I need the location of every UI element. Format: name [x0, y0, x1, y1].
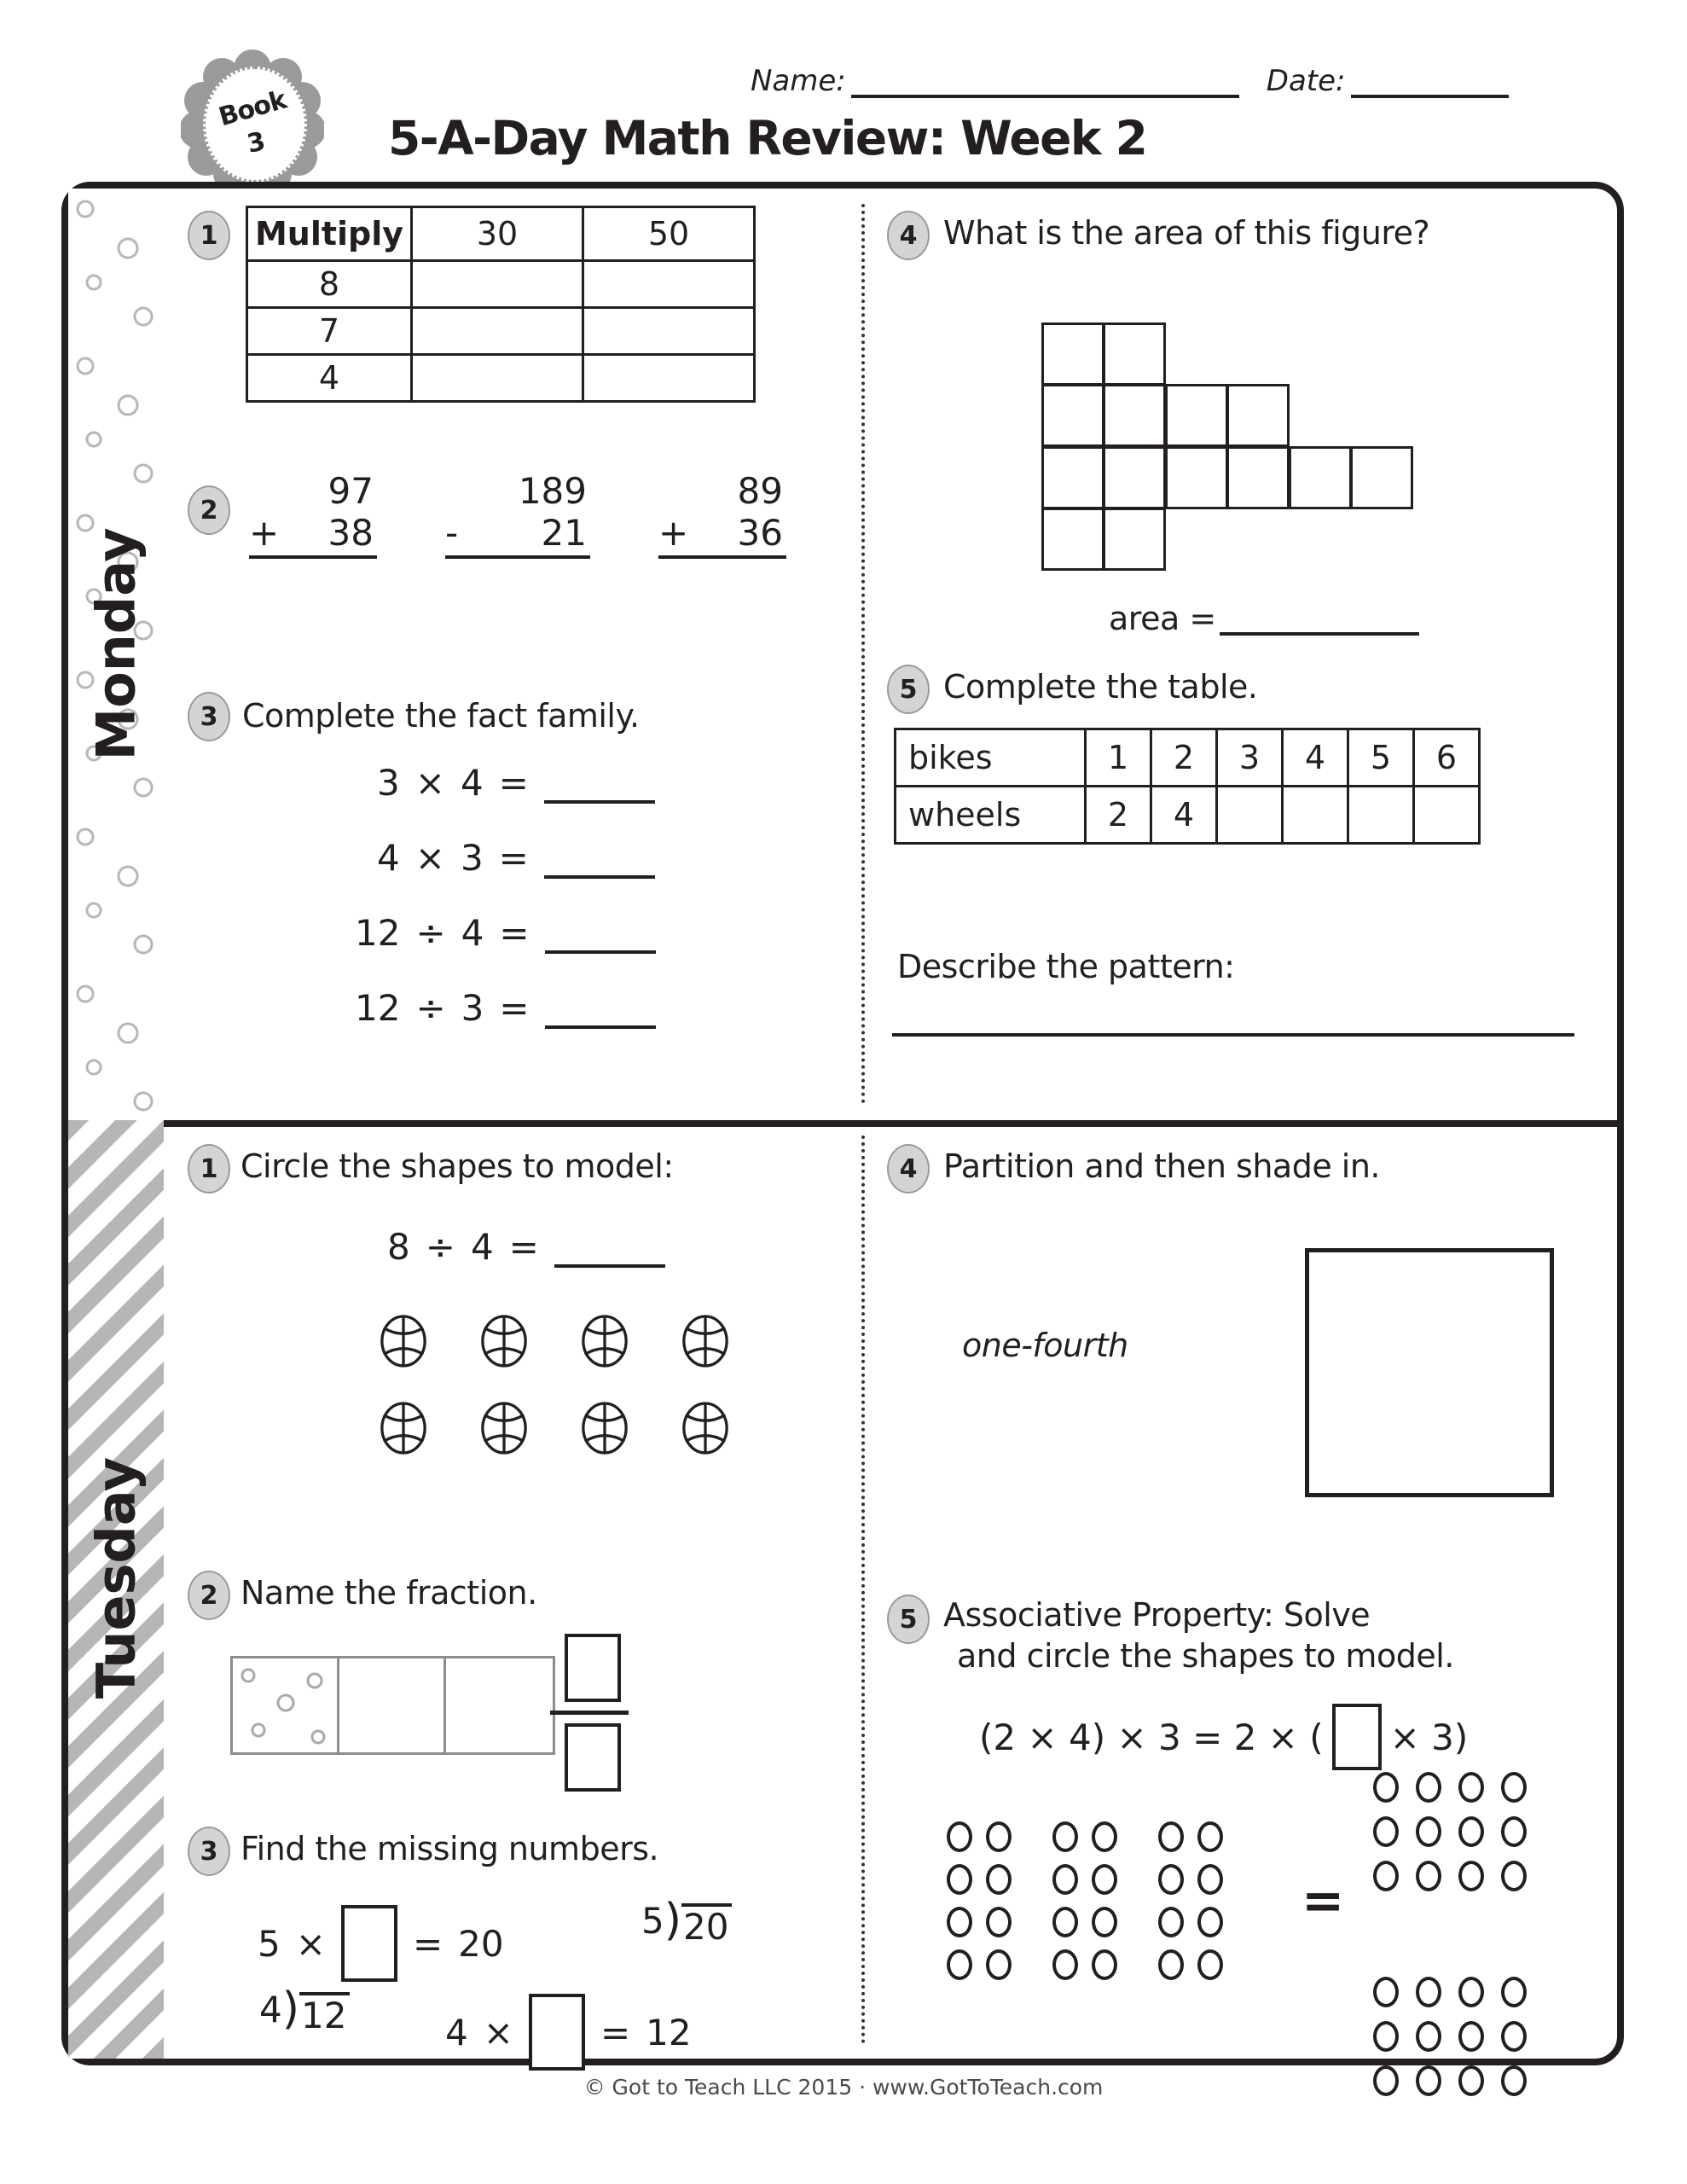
- figure-cell: [1103, 384, 1166, 447]
- row-label-bikes: bikes: [896, 729, 1086, 787]
- circle-icon: [947, 1821, 972, 1852]
- prompt-associative-line1: Associative Property: Solve: [943, 1596, 1371, 1634]
- equals-sign: =: [412, 1922, 443, 1965]
- prompt-partition-shade: Partition and then shade in.: [943, 1147, 1381, 1185]
- dot-group[interactable]: [1158, 1821, 1223, 1980]
- basketball-icon[interactable]: [580, 1402, 629, 1455]
- figure-row: [1042, 386, 1413, 448]
- table-row-wheels: [896, 787, 1480, 844]
- fraction-part: [339, 1658, 446, 1752]
- factor-a: 5: [258, 1922, 281, 1965]
- product: 12: [646, 2011, 692, 2053]
- answer-blank[interactable]: [545, 921, 656, 954]
- vertical-problem-2[interactable]: [445, 470, 590, 559]
- figure-cell: [1350, 446, 1413, 509]
- circle-icon: [1458, 1977, 1484, 2007]
- dividend: 12: [299, 1992, 350, 2034]
- name-input-line[interactable]: [851, 69, 1239, 98]
- long-division-problem-1[interactable]: [641, 1895, 732, 1948]
- divisor: 4: [470, 1226, 494, 1268]
- figure-cell: [1041, 508, 1104, 571]
- circle-icon: [986, 1949, 1012, 1980]
- addend-bottom: 38: [328, 512, 374, 554]
- division-bracket-icon: ): [281, 1984, 300, 2035]
- fact-family-row-2[interactable]: [377, 837, 655, 879]
- prompt-area-figure: What is the area of this figure?: [943, 214, 1430, 252]
- dot-row: [1158, 1907, 1223, 1937]
- prompt-name-fraction: Name the fraction.: [241, 1574, 537, 1612]
- subtrahend: 21: [541, 512, 587, 554]
- dot-row: [1373, 2021, 1527, 2052]
- minuend: 189: [518, 470, 587, 512]
- basketball-icon[interactable]: [681, 1402, 730, 1455]
- circle-icon: [1158, 1864, 1184, 1895]
- day-label-tuesday: Tuesday: [84, 1456, 148, 1699]
- fraction-part-shaded: [233, 1658, 339, 1752]
- bikes-value-6: 6: [1414, 729, 1480, 787]
- prompt-associative-line2: and circle the shapes to model.: [957, 1637, 1454, 1675]
- addend-top: 89: [737, 470, 783, 512]
- figure-cell: [1226, 384, 1290, 447]
- numerator-box[interactable]: [565, 1634, 621, 1702]
- prompt-circle-shapes: Circle the shapes to model:: [241, 1147, 674, 1185]
- area-figure: [1042, 323, 1413, 571]
- fraction-bar: [230, 1656, 555, 1755]
- addend-bottom: 36: [737, 512, 783, 554]
- circle-icon: [1458, 1772, 1484, 1803]
- multiply-answer-cell[interactable]: [412, 355, 583, 402]
- figure-cell: [1289, 446, 1352, 509]
- circle-icon: [1373, 1772, 1399, 1803]
- monday-spine: [68, 189, 164, 1120]
- circle-icon: [947, 1864, 972, 1895]
- circle-icon: [1416, 1772, 1441, 1803]
- question-number-m4: 4: [887, 211, 930, 260]
- wheels-value-5[interactable]: [1348, 787, 1414, 844]
- figure-cell: [1103, 446, 1166, 509]
- question-number-t1: 1: [188, 1144, 230, 1194]
- circle-icon: [1197, 1949, 1223, 1980]
- dot-row: [947, 1864, 1012, 1895]
- answer-blank[interactable]: [544, 846, 655, 879]
- partition-square[interactable]: [1305, 1248, 1554, 1497]
- describe-pattern-blank[interactable]: [892, 1033, 1574, 1037]
- badge-text: [181, 49, 324, 193]
- figure-row: [1042, 509, 1413, 572]
- basketball-icon[interactable]: [681, 1315, 730, 1368]
- array-group-right-1[interactable]: [1373, 1772, 1527, 1891]
- dot-row: [1373, 1816, 1527, 1847]
- dot-group[interactable]: [1052, 1821, 1117, 1980]
- operator: ×: [415, 762, 445, 804]
- circle-icon: [1052, 1907, 1078, 1937]
- bikes-value-4: 4: [1283, 729, 1348, 787]
- question-number-m3: 3: [188, 692, 230, 741]
- dot-row: [947, 1949, 1012, 1980]
- basketball-icon[interactable]: [479, 1402, 529, 1455]
- day-label-monday: Monday: [84, 527, 148, 761]
- figure-cell: [1041, 446, 1104, 509]
- circle-icon: [1373, 2021, 1399, 2052]
- dividend: 8: [387, 1226, 410, 1268]
- page-footer: © Got to Teach LLC 2015 · www.GotToTeach.com: [583, 2075, 1104, 2100]
- operator: ÷: [425, 1226, 455, 1268]
- circle-icon: [1501, 1772, 1527, 1803]
- basketball-icon[interactable]: [580, 1315, 629, 1368]
- fraction-word-label: one-fourth: [962, 1327, 1128, 1364]
- bikes-value-2: 2: [1151, 729, 1217, 787]
- question-number-m1: 1: [188, 211, 230, 260]
- question-number-t5: 5: [887, 1594, 930, 1644]
- dot-row: [1373, 1772, 1527, 1803]
- dot-row: [1052, 1949, 1117, 1980]
- multiply-answer-cell[interactable]: [583, 355, 755, 402]
- prompt-fact-family: Complete the fact family.: [242, 697, 640, 735]
- circle-icon: [1501, 1816, 1527, 1847]
- equals-sign-arrays: =: [1301, 1871, 1345, 1931]
- vertical-problem-3[interactable]: [658, 470, 786, 559]
- operator: ÷: [415, 912, 446, 954]
- missing-number-problem-1[interactable]: [258, 1905, 504, 1982]
- dot-row: [947, 1821, 1012, 1852]
- question-number-m2: 2: [188, 485, 230, 535]
- multiply-row-label-1: 8: [247, 261, 412, 308]
- circle-icon: [1373, 1861, 1399, 1891]
- circle-icon: [1458, 1816, 1484, 1847]
- question-number-t4: 4: [887, 1144, 930, 1194]
- array-group-left[interactable]: [947, 1821, 1223, 1980]
- operator: ×: [483, 2011, 513, 2053]
- bikes-value-3: 3: [1217, 729, 1283, 787]
- figure-cell: [1103, 322, 1166, 386]
- operator: ×: [295, 1922, 326, 1965]
- dividend: 20: [681, 1903, 732, 1945]
- row-label-wheels: wheels: [896, 787, 1086, 844]
- circle-icon: [1458, 1861, 1484, 1891]
- circle-icon: [1158, 1907, 1184, 1937]
- equals-sign: =: [498, 762, 529, 804]
- figure-cell: [1103, 508, 1166, 571]
- figure-cell: [1165, 446, 1228, 509]
- circle-icon: [1197, 1864, 1223, 1895]
- question-number-t3: 3: [188, 1827, 230, 1876]
- circle-icon: [1501, 1861, 1527, 1891]
- monday-left-column: [164, 189, 861, 1120]
- divisor: 4: [259, 1989, 282, 2030]
- equals-sign: =: [600, 2011, 631, 2053]
- fraction-line: [550, 1711, 629, 1715]
- missing-factor-box[interactable]: [1332, 1704, 1382, 1770]
- multiply-answer-cell[interactable]: [412, 261, 583, 308]
- vertical-problem-1[interactable]: [249, 470, 377, 559]
- circle-icon: [1052, 1949, 1078, 1980]
- prompt-missing-numbers: Find the missing numbers.: [241, 1830, 659, 1867]
- fact-family-row-4[interactable]: [355, 987, 656, 1029]
- operator: ÷: [415, 987, 446, 1029]
- divisor: 5: [641, 1900, 664, 1942]
- basketball-row-2[interactable]: [379, 1402, 730, 1455]
- circle-icon: [1416, 1816, 1441, 1847]
- monday-right-column: [861, 189, 1617, 1120]
- dot-group[interactable]: [947, 1821, 1012, 1980]
- equals-sign: =: [498, 837, 529, 879]
- basketball-row-1[interactable]: [379, 1315, 730, 1368]
- circle-icon: [1052, 1821, 1078, 1852]
- book-badge: [181, 49, 324, 193]
- circle-icon: [1158, 1821, 1184, 1852]
- circle-icon: [1092, 1949, 1117, 1980]
- bikes-value-5: 5: [1348, 729, 1414, 787]
- fact-family-row-1[interactable]: [377, 762, 655, 804]
- operator: ×: [415, 837, 445, 879]
- basketball-icon[interactable]: [479, 1315, 529, 1368]
- wheels-value-2[interactable]: 4: [1151, 787, 1217, 844]
- table-row: [247, 308, 755, 355]
- wheels-value-1[interactable]: 2: [1086, 787, 1151, 844]
- equals-sign: =: [499, 912, 530, 954]
- bikes-wheels-table[interactable]: [894, 728, 1481, 845]
- circle-icon: [1501, 2021, 1527, 2052]
- circle-icon: [1458, 2021, 1484, 2052]
- area-answer-label: area =: [1109, 600, 1216, 637]
- circle-icon: [1092, 1821, 1117, 1852]
- equation-left: (2 × 4) × 3 = 2 × (: [979, 1716, 1324, 1758]
- figure-cell: [1041, 384, 1104, 447]
- figure-row: [1042, 447, 1413, 509]
- figure-cell: [1041, 322, 1104, 386]
- missing-number-box[interactable]: [341, 1905, 397, 1982]
- associative-equation[interactable]: [979, 1704, 1468, 1770]
- missing-number-box[interactable]: [529, 1994, 585, 2071]
- prompt-complete-table: Complete the table.: [943, 668, 1258, 706]
- circle-icon: [986, 1821, 1012, 1852]
- name-label: Name:: [751, 64, 846, 98]
- figure-cell: [1226, 446, 1290, 509]
- multiply-answer-cell[interactable]: [583, 261, 755, 308]
- multiply-col-1: 30: [412, 207, 583, 261]
- circle-icon: [986, 1907, 1012, 1937]
- operator: +: [249, 512, 280, 554]
- circle-icon: [1416, 1977, 1441, 2007]
- dot-row: [1158, 1949, 1223, 1980]
- multiply-header-label: Multiply: [247, 207, 412, 261]
- dot-row: [1373, 1861, 1527, 1891]
- circle-icon: [1197, 1907, 1223, 1937]
- circle-icon: [1052, 1864, 1078, 1895]
- dot-row: [1158, 1821, 1223, 1852]
- multiply-table[interactable]: [246, 206, 756, 403]
- circle-icon: [1092, 1907, 1117, 1937]
- multiply-col-2: 50: [583, 207, 755, 261]
- multiply-answer-cell[interactable]: [583, 308, 755, 355]
- factor-b: 3: [460, 837, 484, 879]
- equation-right: × 3): [1389, 1716, 1469, 1758]
- product: 20: [458, 1922, 504, 1965]
- table-row-bikes: [896, 729, 1480, 787]
- tuesday-left-column: [164, 1120, 861, 2059]
- fraction-answer-box[interactable]: [565, 1634, 621, 1792]
- table-row-header: [247, 207, 755, 261]
- multiply-answer-cell[interactable]: [412, 308, 583, 355]
- divisor: 3: [461, 987, 484, 1029]
- circle-icon: [1416, 1861, 1441, 1891]
- dividend: 12: [355, 912, 401, 954]
- circle-icon: [1416, 2021, 1441, 2052]
- basketball-icon[interactable]: [379, 1315, 428, 1368]
- multiply-row-label-2: 7: [247, 308, 412, 355]
- tuesday-right-column: [861, 1120, 1617, 2059]
- factor-a: 3: [377, 762, 400, 804]
- factor-a: 4: [377, 837, 400, 879]
- page-title: 5-A-Day Math Review: Week 2: [388, 111, 1147, 166]
- division-equation-t1[interactable]: [387, 1226, 665, 1268]
- missing-number-problem-2[interactable]: [445, 1994, 692, 2071]
- circle-icon: [1092, 1864, 1117, 1895]
- table-row: [247, 261, 755, 308]
- basketball-icon[interactable]: [379, 1402, 428, 1455]
- operator: -: [445, 512, 459, 554]
- multiply-row-label-3: 4: [247, 355, 412, 402]
- circle-icon: [1373, 1816, 1399, 1847]
- equals-sign: =: [508, 1226, 539, 1268]
- division-bracket-icon: ): [664, 1895, 682, 1946]
- dot-row: [947, 1907, 1012, 1937]
- circle-icon: [1501, 1977, 1527, 2007]
- denominator-box[interactable]: [565, 1723, 621, 1792]
- dot-row: [1052, 1907, 1117, 1937]
- long-division-problem-2[interactable]: [259, 1984, 350, 2036]
- bikes-value-1: 1: [1086, 729, 1151, 787]
- figure-cell: [1165, 384, 1228, 447]
- addend-top: 97: [328, 470, 374, 512]
- circle-icon: [947, 1907, 972, 1937]
- answer-blank[interactable]: [554, 1235, 665, 1268]
- date-label: Date:: [1266, 64, 1346, 98]
- circle-icon: [1373, 1977, 1399, 2007]
- table-row: [247, 355, 755, 402]
- page-header: [0, 0, 1687, 179]
- figure-row: [1042, 323, 1413, 386]
- answer-blank[interactable]: [544, 771, 655, 804]
- dot-row: [1158, 1864, 1223, 1895]
- answer-blank[interactable]: [545, 996, 656, 1029]
- dot-row: [1052, 1821, 1117, 1852]
- worksheet-frame: [61, 182, 1624, 2065]
- fraction-part: [446, 1658, 553, 1752]
- date-input-line[interactable]: [1351, 69, 1509, 98]
- tuesday-spine: [68, 1120, 164, 2059]
- area-answer-blank[interactable]: [1220, 632, 1419, 636]
- dot-row: [1373, 1977, 1527, 2007]
- question-number-t2: 2: [188, 1571, 230, 1620]
- dot-row: [1052, 1864, 1117, 1895]
- circle-icon: [1197, 1821, 1223, 1852]
- circle-icon: [947, 1949, 972, 1980]
- question-number-m5: 5: [887, 665, 930, 714]
- dividend: 12: [355, 987, 401, 1029]
- factor-a: 4: [445, 2011, 468, 2053]
- factor-b: 4: [460, 762, 484, 804]
- equals-sign: =: [499, 987, 530, 1029]
- wheels-value-6[interactable]: [1414, 787, 1480, 844]
- circle-icon: [986, 1864, 1012, 1895]
- badge-word: Book: [215, 84, 290, 133]
- badge-number: 3: [244, 126, 269, 160]
- wheels-value-4[interactable]: [1283, 787, 1348, 844]
- prompt-describe-pattern: Describe the pattern:: [897, 948, 1235, 985]
- fact-family-row-3[interactable]: [355, 912, 656, 954]
- circle-icon: [1158, 1949, 1184, 1980]
- wheels-value-3[interactable]: [1217, 787, 1283, 844]
- divisor: 4: [461, 912, 484, 954]
- name-date-row: [751, 64, 1509, 98]
- operator: +: [658, 512, 689, 554]
